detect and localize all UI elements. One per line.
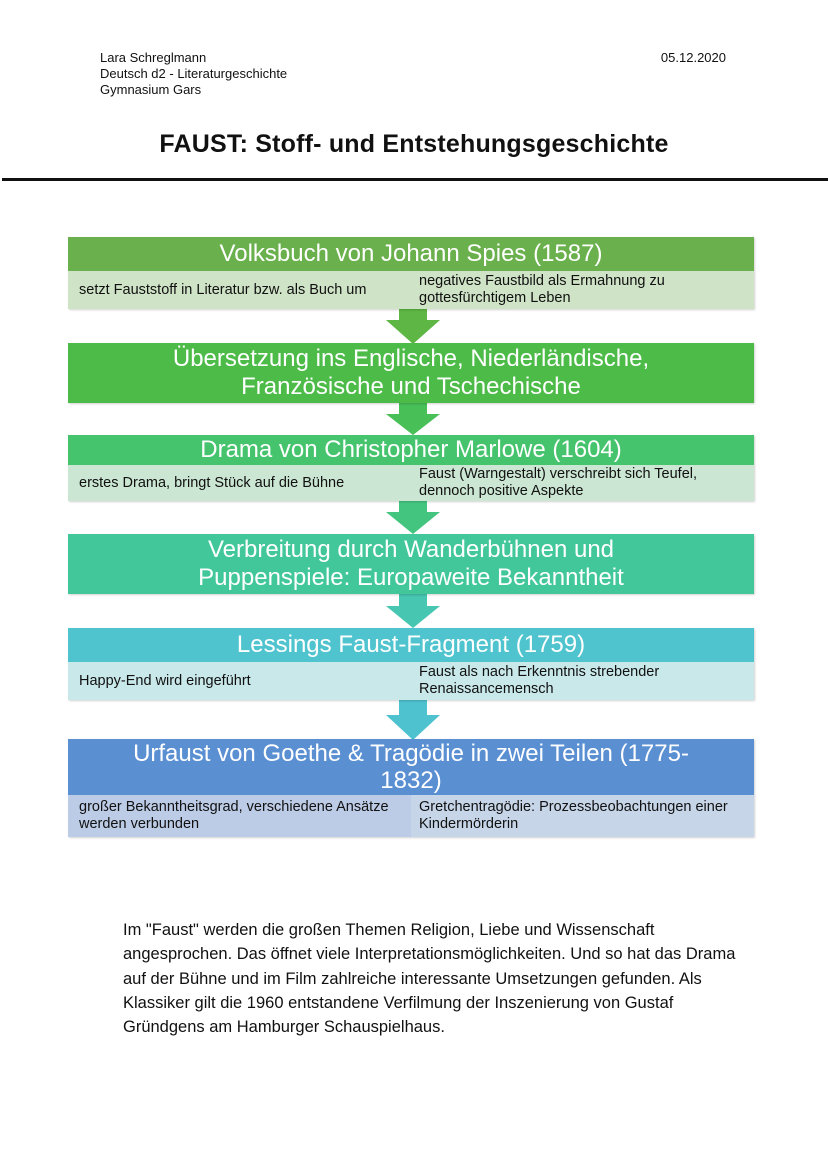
flow-arrow-3: [386, 500, 440, 534]
flow-step-marlowe: [68, 435, 754, 501]
step-details: [68, 271, 754, 309]
flow-step-verbreitung: [68, 534, 754, 594]
step-title: Übersetzung ins Englische, Niederländische, Französische und Tschechische: [68, 343, 754, 403]
step-detail-right: Faust (Warngestalt) verschreibt sich Teufel, dennoch positive Aspekte: [419, 466, 698, 499]
document-header: [100, 50, 287, 98]
author-name: Lara Schreglmann: [100, 50, 207, 65]
flow-arrow-4: [386, 594, 440, 628]
step-detail-right: negatives Faustbild als Ermahnung zu gottesfürchtigem Leben: [419, 273, 665, 306]
step-title: Drama von Christopher Marlowe (1604): [68, 435, 754, 465]
step-title: Volksbuch von Johann Spies (1587): [68, 237, 754, 271]
flow-arrow-1: [386, 306, 440, 344]
step-detail-right: Faust als nach Erkenntnis strebender Renaissancemensch: [419, 664, 660, 697]
step-details: [68, 795, 754, 837]
flow-arrow-5: [386, 700, 440, 740]
body-paragraph: Im "Faust" werden die großen Themen Religion, Liebe und Wissenschaft angesprochen. Das öffnet viele Interpretationsmöglichkeiten. Und so hat das Drama auf der Bühne und im Film zahlreiche interessante Umsetzungen gefunden. Als Klassiker gilt die 1960 entstandene Verfilmung der Inszenierung von Gustaf Gründgens am Hamburger Schauspielhaus.: [123, 921, 736, 1037]
document-date: 05.12.2020: [660, 50, 726, 65]
page-title: FAUST: Stoff- und Entstehungsgeschichte: [159, 130, 669, 158]
flow-step-goethe: [68, 739, 754, 837]
flow-arrow-2: [386, 403, 440, 435]
course-name: Deutsch d2 - Literaturgeschichte: [100, 66, 288, 81]
flow-step-uebersetzung: [68, 343, 754, 403]
step-details: [68, 662, 754, 700]
school-name: Gymnasium Gars: [100, 82, 202, 97]
step-detail-left: erstes Drama, bringt Stück auf die Bühne: [79, 474, 345, 491]
step-detail-left: setzt Fauststoff in Literatur bzw. als Buch um: [79, 281, 367, 298]
title-divider: [2, 178, 828, 181]
step-title: Verbreitung durch Wanderbühnen und Puppenspiele: Europaweite Bekanntheit: [68, 534, 754, 594]
step-title: Urfaust von Goethe & Tragödie in zwei Teilen (1775-1832): [68, 739, 754, 795]
step-details: [68, 465, 754, 501]
step-detail-right: Gretchentragödie: Prozessbeobachtungen einer Kindermörderin: [419, 799, 728, 832]
step-detail-left: Happy-End wird eingeführt: [79, 672, 251, 689]
step-detail-left: großer Bekanntheitsgrad, verschiedene Ansätze werden verbunden: [68, 795, 411, 837]
flow-step-volksbuch: [68, 237, 754, 309]
flow-step-lessing: [68, 628, 754, 700]
step-title: Lessings Faust-Fragment (1759): [68, 628, 754, 662]
